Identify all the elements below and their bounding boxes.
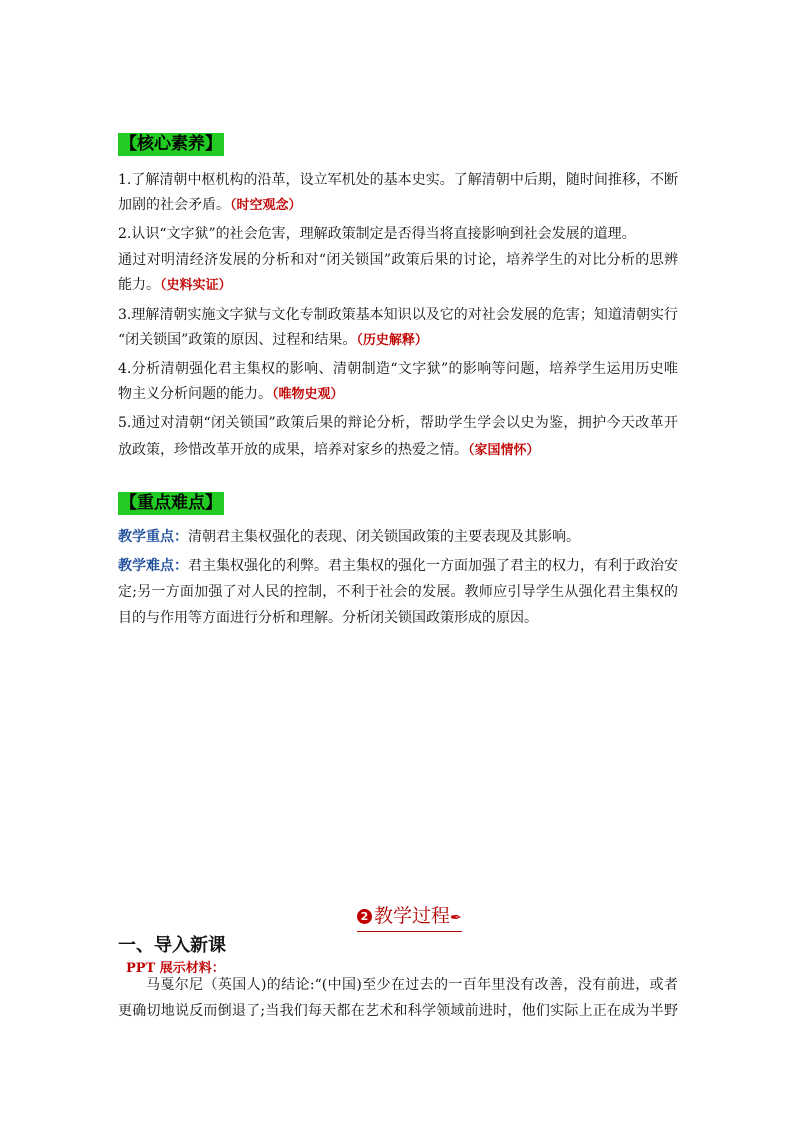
core-line-2: 加剧的社会矛盾。（时空观念）	[118, 197, 302, 213]
literacy-tag-patriotism: （家国情怀）	[468, 443, 540, 458]
core-line-10: 5.通过对清朝“闭关锁国”政策后果的辩论分析，帮助学生学会以史为鉴，拥护今天改革开	[118, 415, 678, 431]
core-line-11: 放政策，珍惜改革开放的成果，培养对家乡的热爱之情。（家国情怀）	[118, 442, 540, 458]
literacy-tag-time-space: （时空观念）	[230, 198, 302, 213]
pen-icon: ✒	[450, 910, 462, 926]
intro-line-2: 更确切地说反而倒退了;当我们每天都在艺术和科学领域前进时，他们实际上正在成为半野	[118, 1003, 678, 1019]
core-line-3: 2.认识“文字狱”的社会危害，理解政策制定是否得当将直接影响到社会发展的道理。	[118, 226, 636, 242]
core-line-6: 3.理解清朝实施文字狱与文化专制政策基本知识以及它的对社会发展的危害；知道清朝实行	[118, 307, 678, 323]
circled-number-icon: 2	[357, 909, 372, 924]
teaching-difficulty-line-2: 定;另一方面加强了对人民的控制，不利于社会的发展。教师应引导学生从强化君主集权的	[118, 584, 678, 600]
core-line-8: 4.分析清朝强化君主集权的影响、清朝制造“文字狱”的影响等问题，培养学生运用历史唯	[118, 361, 678, 377]
core-line-1: 1.了解清朝中枢机构的沿革，设立军机处的基本史实。了解清朝中后期，随时间推移，不断	[118, 172, 678, 188]
literacy-tag-interpretation: （历史解释）	[356, 333, 428, 348]
teaching-difficulty-line-3: 目的与作用等方面进行分析和理解。分析闭关锁国政策形成的原因。	[118, 610, 538, 626]
core-line-7: “闭关锁国”政策的原因、过程和结果。（历史解释）	[118, 332, 428, 348]
literacy-tag-materialism: （唯物史观）	[272, 387, 344, 402]
intro-line-1: 马戛尔尼（英国人)的结论:“(中国)至少在过去的一百年里没有改善，没有前进，或者	[146, 977, 678, 993]
teaching-process-title: 2 教学过程✒	[357, 903, 462, 932]
key-points-heading: 【重点难点】	[120, 493, 222, 513]
core-literacy-heading: 【核心素养】	[120, 134, 222, 154]
intro-heading: 一、导入新课	[118, 935, 226, 956]
teaching-focus: 教学重点：清朝君主集权强化的表现、闭关锁国政策的主要表现及其影响。	[118, 529, 580, 545]
literacy-tag-evidence: （史料实证）	[160, 278, 232, 293]
core-line-5: 能力。（史料实证）	[118, 277, 232, 293]
teaching-difficulty-label: 教学难点：	[118, 558, 188, 574]
core-line-4: 通过对明清经济发展的分析和对“闭关锁国”政策后果的讨论，培养学生的对比分析的思辨	[118, 252, 678, 268]
teaching-difficulty-line-1: 教学难点：君主集权强化的利弊。君主集权的强化一方面加强了君主的权力，有利于政治安	[118, 558, 678, 574]
teaching-focus-label: 教学重点：	[118, 529, 188, 545]
ppt-material-label: PPT 展示材料：	[126, 961, 225, 976]
core-line-9: 物主义分析问题的能力。（唯物史观）	[118, 386, 344, 402]
